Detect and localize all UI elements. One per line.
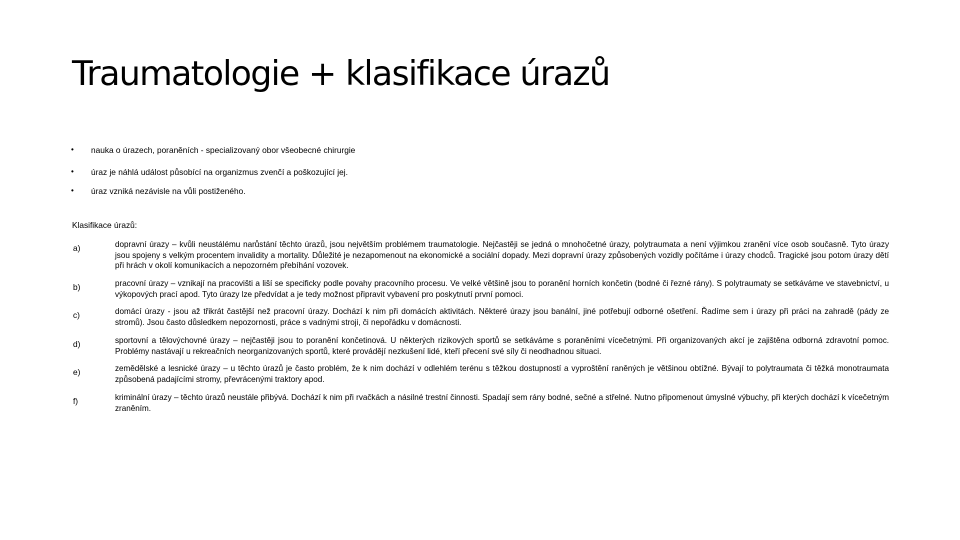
item-text: zemědělské a lesnické úrazy – u těchto úrazů je často problém, že k nim dochází v odlehlém terénu s těžkou dostupností a vyproštění raněných je většinou obtížné. Bývají to polytraumata či těžká monotraumata způsobená padajícími stromy, převrácenými traktory apod. [115, 364, 889, 384]
bullet-text: úraz vzniká nezávisle na vůli postiženého. [91, 186, 246, 196]
item-label: d) [73, 339, 81, 349]
item-label: c) [73, 310, 80, 320]
bullet-text: nauka o úrazech, poraněních - specializovaný obor všeobecné chirurgie [91, 145, 356, 155]
bullet-marker: • [71, 186, 74, 195]
item-label: b) [73, 282, 81, 292]
item-label: f) [73, 396, 79, 406]
item-label: e) [73, 367, 81, 377]
item-label: a) [73, 243, 81, 253]
item-text: kriminální úrazy – těchto úrazů neustále přibývá. Dochází k nim při rvačkách a násilné trestní činnosti. Spadají sem rány bodné, sečné a střelné. Nutno připomenout úmyslné výbuchy, při kterých dochází k vícečetným zraněním. [115, 393, 889, 413]
item-text: domácí úrazy - jsou až třikrát častější než pracovní úrazy. Dochází k nim při domácích aktivitách. Některé úrazy jsou banální, jiné potřebují odborné ošetření. Řadíme sem i úrazy při práci na zahradě (pády ze stromů). Jsou často důsledkem nepozornosti, práce s vadnými stroji, či nepořádku v domácnosti. [115, 307, 889, 327]
item-text: pracovní úrazy – vznikají na pracovišti a liší se specificky podle povahy pracovního procesu. Ve velké většině jsou to poranění horních končetin (bodné či řezné rány). S polytraumaty se setkáváme ve stavebnictví, u výkopových prací apod. Tyto úrazy lze předvídat a je tedy možnost připravit vybavení pro poskytnutí první pomoci. [115, 279, 889, 299]
bullet-marker: • [71, 145, 74, 154]
bullet-text: úraz je náhlá událost působící na organizmus zvenčí a poškozující jej. [91, 167, 348, 177]
bullet-item [72, 182, 892, 200]
item-text: dopravní úrazy – kvůli neustálému narůstání těchto úrazů, jsou největším problémem traumatologie. Nejčastěji se jedná o mnohočetné úrazy, polytraumata a není výjimkou zranění více osob současně. Tyto úrazy jsou spojeny s velkým procentem invalidity a mortality. Důležité je nezapomenout na ekonomické a sociální dopady. Mezi dopravní úrazy způsobených vozidly počítáme i úrazy chodců. Tragické jsou potom úrazy dětí při hrách v okolí komunikacích a nepozorném přebíhání vozovek. [115, 240, 889, 271]
bullet-marker: • [71, 167, 74, 176]
bullet-item [72, 141, 892, 159]
item-text: sportovní a tělovýchovné úrazy – nejčastěji jsou to poranění končetinová. U některých rizikových sportů se setkáváme s poraněními vícečetnými. Při organizovaných akcí je zajištěna odborná zdravotní pomoc. Problémy nastávají u rekreačních neorganizovaných sportů, které provádějí nezkušení lidé, kteří přecení své síly či neodhadnou situaci. [115, 336, 889, 356]
classification-heading: Klasifikace úrazů: [72, 220, 138, 230]
bullet-item [72, 163, 892, 181]
slide-title: Traumatologie + klasifikace úrazů [72, 54, 610, 94]
